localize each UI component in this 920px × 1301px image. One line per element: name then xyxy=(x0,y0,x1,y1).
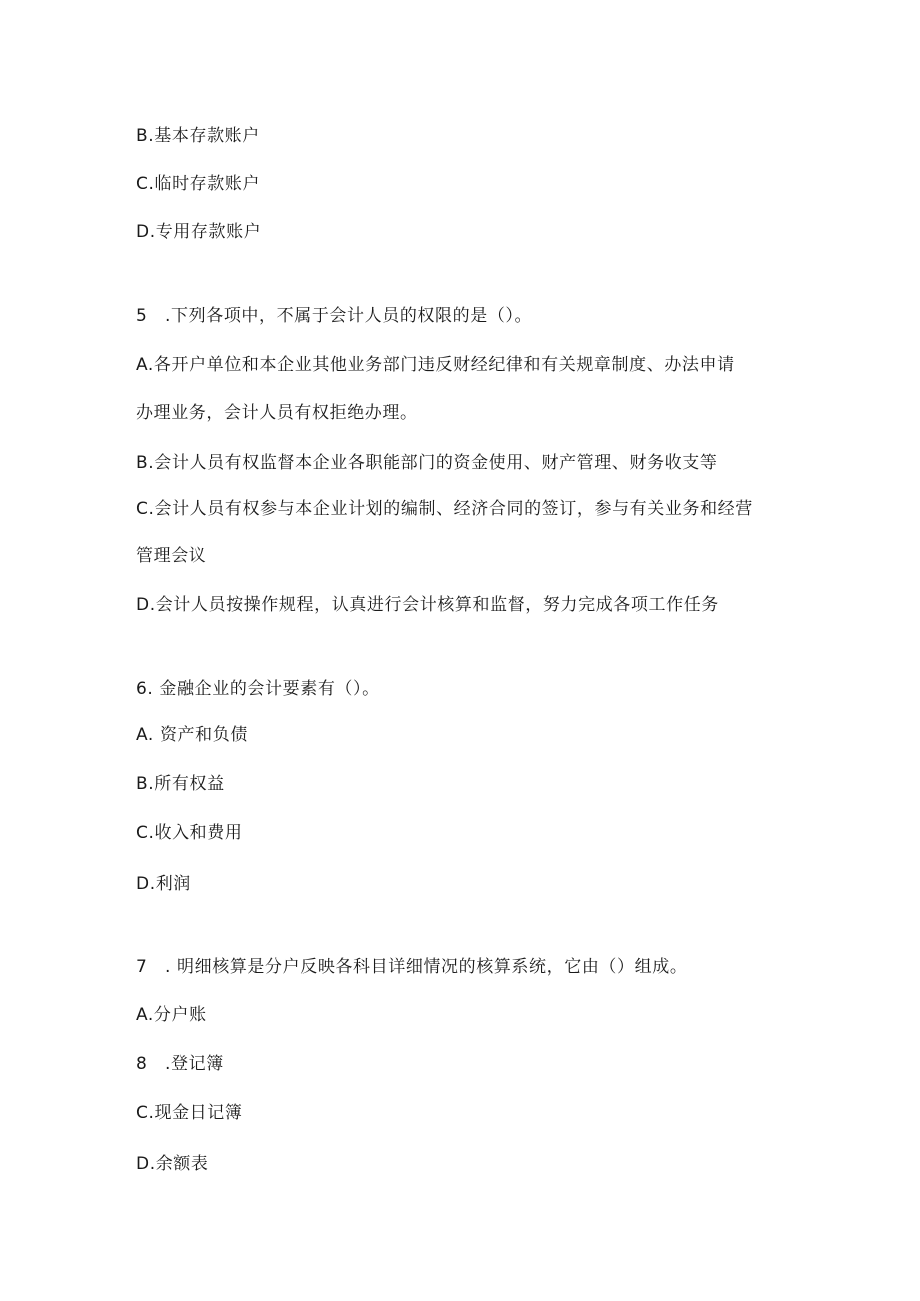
q6-option-d: D.利润 xyxy=(136,874,191,894)
q5-option-c-line1: C.会计人员有权参与本企业计划的编制、经济合同的签订，参与有关业务和经营 xyxy=(136,499,753,519)
q6-option-b: B.所有权益 xyxy=(136,774,225,794)
q5-option-a-line1: A.各开户单位和本企业其他业务部门违反财经纪律和有关规章制度、办法申请 xyxy=(136,355,735,375)
q7-option-b: 8 .登记簿 xyxy=(136,1054,224,1074)
q7-stem: 7 . 明细核算是分户反映各科目详细情况的核算系统，它由（）组成。 xyxy=(136,957,688,977)
q6-option-a: A. 资产和负债 xyxy=(136,725,248,745)
q5-stem: 5 .下列各项中，不属于会计人员的权限的是（）。 xyxy=(136,306,533,326)
q7-option-a: A.分户账 xyxy=(136,1005,207,1025)
q4-option-d: D.专用存款账户 xyxy=(136,222,262,242)
q7-option-d: D.余额表 xyxy=(136,1154,209,1174)
q4-option-c: C.临时存款账户 xyxy=(136,174,261,194)
q5-option-a-line2: 办理业务，会计人员有权拒绝办理。 xyxy=(136,403,418,423)
q5-option-d: D.会计人员按操作规程，认真进行会计核算和监督，努力完成各项工作任务 xyxy=(136,595,719,615)
q5-option-c-line2: 管理会议 xyxy=(136,546,207,566)
q6-option-c: C.收入和费用 xyxy=(136,823,243,843)
q5-option-b: B.会计人员有权监督本企业各职能部门的资金使用、财产管理、财务收支等 xyxy=(136,453,718,473)
q4-option-b: B.基本存款账户 xyxy=(136,126,260,146)
q7-option-c: C.现金日记簿 xyxy=(136,1103,243,1123)
q6-stem: 6. 金融企业的会计要素有（）。 xyxy=(136,679,380,699)
